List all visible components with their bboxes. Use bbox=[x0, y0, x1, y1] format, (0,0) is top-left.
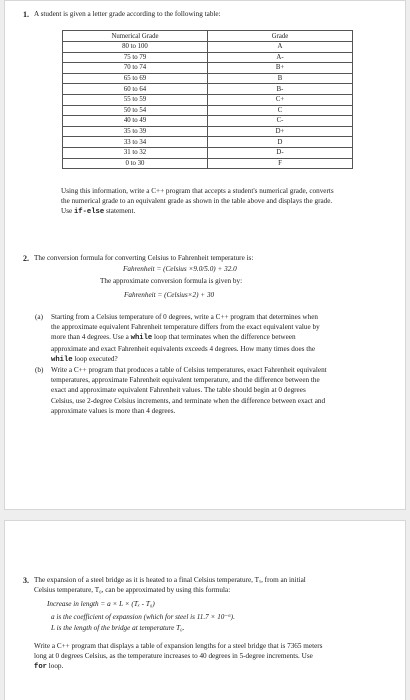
part-a-line bbox=[51, 332, 383, 343]
table-row bbox=[63, 73, 353, 84]
definition-a: a is the coefficient of expansion (which for steel is 11.7 × 10⁻⁶). bbox=[51, 613, 235, 621]
question-3-intro bbox=[34, 575, 394, 595]
numerical-range: 70 to 74 bbox=[63, 63, 208, 74]
code-if-else: if-else bbox=[73, 208, 105, 217]
table-row bbox=[63, 84, 353, 95]
table-row bbox=[63, 158, 353, 169]
document-page-1 bbox=[4, 0, 406, 510]
grade-table-header-row bbox=[63, 31, 353, 42]
definition-l: L is the length of the bridge at temperature T₀. bbox=[51, 624, 185, 632]
numerical-range: 0 to 30 bbox=[63, 158, 208, 169]
numerical-range: 60 to 64 bbox=[63, 84, 208, 95]
part-b-text bbox=[51, 365, 383, 416]
table-row bbox=[63, 137, 353, 148]
approx-formula: Fahrenheit = (Celsius×2) + 30 bbox=[124, 291, 215, 299]
letter-grade: A- bbox=[208, 52, 353, 63]
part-b-line: Write a C++ program that produces a table of Celsius temperatures, exact Fahrenheit equivalent bbox=[51, 366, 327, 374]
letter-grade: B+ bbox=[208, 63, 353, 74]
numerical-range: 75 to 79 bbox=[63, 52, 208, 63]
table-row bbox=[63, 94, 353, 105]
part-a-label: (a) bbox=[35, 313, 43, 321]
letter-grade: D+ bbox=[208, 126, 353, 137]
instruction-line: the numerical grade to an equivalent grade as shown in the table above and displays the grade. bbox=[61, 197, 333, 206]
instruction-text: Use bbox=[61, 207, 74, 216]
letter-grade: C- bbox=[208, 116, 353, 127]
question-1-instructions bbox=[61, 186, 381, 218]
letter-grade: D- bbox=[208, 147, 353, 158]
part-a-line: approximate and exact Fahrenheit equivalents exceeds 4 degrees. How many times does the bbox=[51, 344, 316, 353]
part-a-line: the approximate equivalent Fahrenheit temperature differs from the exact equivalent value by bbox=[51, 323, 320, 332]
numerical-range: 50 to 54 bbox=[63, 105, 208, 116]
instruction-text: statement. bbox=[104, 207, 136, 216]
question-3-task-line bbox=[34, 661, 394, 672]
letter-grade: F bbox=[208, 158, 353, 169]
part-b-label: (b) bbox=[35, 366, 44, 374]
part-a-line bbox=[51, 354, 383, 365]
letter-grade: D bbox=[208, 137, 353, 148]
numerical-range: 40 to 49 bbox=[63, 116, 208, 127]
part-a-text-span: more than 4 degrees. Use a bbox=[51, 333, 131, 342]
exact-formula: Fahrenheit = (Celsius ×9.0/5.0) + 32.0 bbox=[123, 265, 237, 273]
table-row bbox=[63, 42, 353, 53]
part-a-text-span: loop executed? bbox=[72, 354, 118, 363]
question-3-task-line: long at 0 degrees Celsius, as the temperature increases to 40 degrees in 5-degree increments. Use bbox=[34, 652, 313, 661]
table-row bbox=[63, 147, 353, 158]
instruction-line: Using this information, write a C++ program that accepts a student's numerical grade, converts bbox=[61, 187, 334, 195]
grade-table bbox=[62, 30, 353, 169]
code-while: while bbox=[130, 334, 153, 343]
table-row bbox=[63, 116, 353, 127]
part-b-line: temperatures, approximate Fahrenheit equivalent temperature, and the difference between the bbox=[51, 376, 320, 385]
part-b-line: exact and approximate equivalent Fahrenheit values. The table should begin at 0 degrees bbox=[51, 386, 306, 395]
question-1-prompt: A student is given a letter grade according to the following table: bbox=[34, 10, 221, 18]
question-2-intro: The conversion formula for converting Celsius to Fahrenheit temperature is: bbox=[34, 254, 254, 262]
document-page-2 bbox=[4, 520, 406, 700]
question-3-task bbox=[34, 641, 394, 673]
part-b-line: approximate values is more than 4 degrees. bbox=[51, 406, 176, 415]
letter-grade: A bbox=[208, 42, 353, 53]
numerical-range: 65 to 69 bbox=[63, 73, 208, 84]
part-a-text-span: loop that terminates when the difference between bbox=[152, 333, 296, 342]
question-1-number: 1. bbox=[23, 10, 29, 19]
numerical-range: 55 to 59 bbox=[63, 94, 208, 105]
question-3-task-line: Write a C++ program that displays a table of expansion lengths for a steel bridge that is 7365 meters bbox=[34, 642, 323, 650]
code-for: for bbox=[34, 663, 47, 672]
question-3-line: The expansion of a steel bridge as it is heated to a final Celsius temperature, Tₓ, from an initial bbox=[34, 576, 306, 584]
question-3-task-text: loop. bbox=[46, 662, 64, 671]
table-row bbox=[63, 126, 353, 137]
instruction-line bbox=[61, 206, 381, 217]
header-numerical-grade: Numerical Grade bbox=[63, 31, 208, 42]
letter-grade: B bbox=[208, 73, 353, 84]
question-3-line: Celsius temperature, T₀, can be approximated by using this formula: bbox=[34, 586, 231, 595]
part-b-line: Celsius, use 2-degree Celsius increments, and terminate when the difference between exact and bbox=[51, 396, 326, 405]
table-row bbox=[63, 63, 353, 74]
header-grade: Grade bbox=[208, 31, 353, 42]
question-2-number: 2. bbox=[23, 254, 29, 263]
expansion-formula: Increase in length = a × L × (Tₓ - T₀) bbox=[47, 600, 155, 608]
numerical-range: 80 to 100 bbox=[63, 42, 208, 53]
code-while: while bbox=[51, 355, 73, 364]
numerical-range: 35 to 39 bbox=[63, 126, 208, 137]
numerical-range: 33 to 34 bbox=[63, 137, 208, 148]
table-row bbox=[63, 105, 353, 116]
part-a-text bbox=[51, 312, 383, 365]
part-a-line: Starting from a Celsius temperature of 0 degrees, write a C++ program that determines when bbox=[51, 313, 318, 321]
letter-grade: C+ bbox=[208, 94, 353, 105]
table-row bbox=[63, 52, 353, 63]
letter-grade: B- bbox=[208, 84, 353, 95]
letter-grade: C bbox=[208, 105, 353, 116]
question-3-number: 3. bbox=[23, 576, 29, 585]
approx-intro: The approximate conversion formula is given by: bbox=[100, 277, 243, 285]
numerical-range: 31 to 32 bbox=[63, 147, 208, 158]
